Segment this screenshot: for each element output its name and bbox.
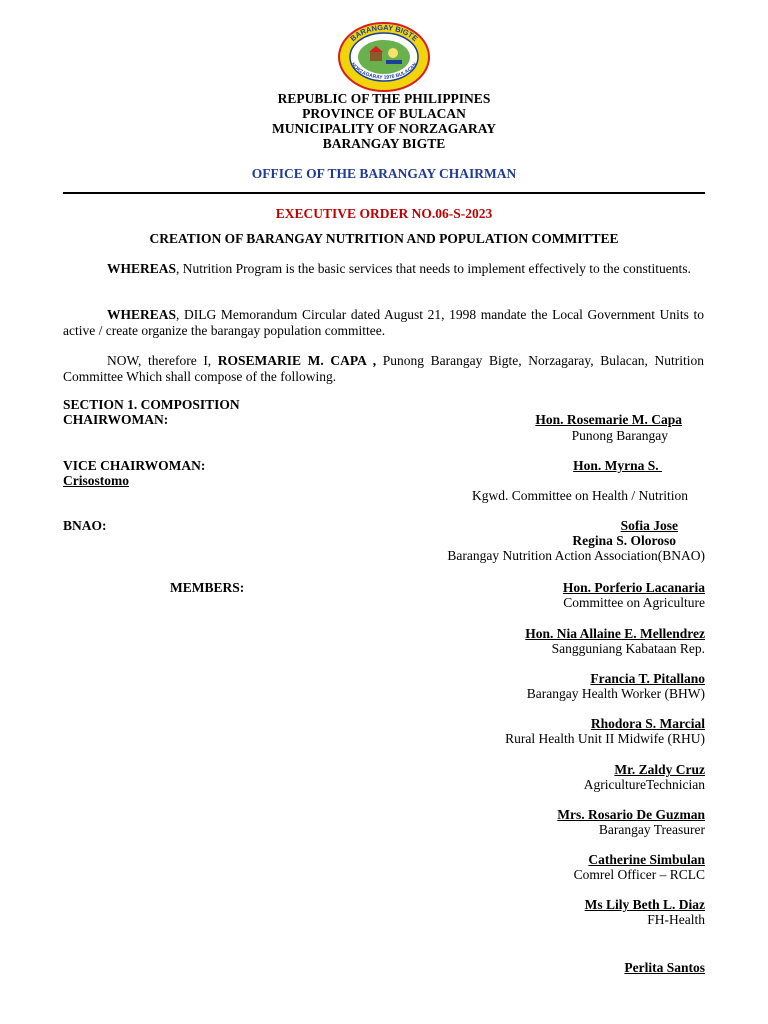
- vice-chairwoman-name-part2: Crisostomo: [63, 473, 129, 488]
- whereas-paragraph-2: [63, 307, 704, 338]
- svg-text:BARANGAY BIGTE: BARANGAY BIGTE: [348, 22, 420, 44]
- member-name: Hon. Nia Allaine E. Mellendrez: [525, 626, 705, 641]
- bnao-label: BNAO:: [63, 518, 107, 533]
- chairwoman-role: Punong Barangay: [571, 428, 668, 443]
- executive-order-title: CREATION OF BARANGAY NUTRITION AND POPULATION COMMITTEE: [149, 231, 619, 246]
- vice-chairwoman-name-part1: Hon. Myrna S.: [573, 458, 662, 473]
- member-name: Catherine Simbulan: [588, 852, 705, 867]
- chairwoman-label: CHAIRWOMAN:: [63, 412, 169, 427]
- vice-chairwoman-role: Kgwd. Committee on Health / Nutrition: [472, 488, 688, 503]
- whereas-paragraph-1: [63, 261, 704, 277]
- whereas-text: , Nutrition Program is the basic services that needs to implement effectively to the constituents.: [176, 261, 691, 276]
- member-name: Rhodora S. Marcial: [590, 716, 705, 731]
- member-role: AgricultureTechnician: [583, 777, 705, 792]
- header-barangay: BARANGAY BIGTE: [322, 136, 446, 151]
- member-role: Barangay Health Worker (BHW): [526, 686, 705, 701]
- barangay-seal-logo: [338, 22, 430, 92]
- member-role: Committee on Agriculture: [563, 595, 705, 610]
- member-role: Comrel Officer – RCLC: [573, 867, 705, 882]
- chairwoman-name: Hon. Rosemarie M. Capa: [535, 412, 682, 427]
- now-therefore-prefix: NOW, therefore I,: [107, 353, 218, 368]
- chairman-name-inline: ROSEMARIE M. CAPA ,: [217, 353, 377, 368]
- now-therefore-text: Punong Barangay Bigte, Norzagaray, Bulacan, Nutrition Committee Which shall compose of the following.: [63, 353, 704, 384]
- member-name: Francia T. Pitallano: [590, 671, 705, 686]
- whereas-keyword: WHEREAS: [107, 307, 177, 322]
- vice-chairwoman-label: VICE CHAIRWOMAN:: [63, 458, 206, 473]
- header-country: REPUBLIC OF THE PHILIPPINES: [277, 91, 491, 106]
- member-role: Rural Health Unit II Midwife (RHU): [505, 731, 705, 746]
- member-name: Perlita Santos: [624, 960, 705, 975]
- member-name: Mr. Zaldy Cruz: [614, 762, 705, 777]
- member-role: FH-Health: [647, 912, 705, 927]
- member-role: Sangguniang Kabataan Rep.: [551, 641, 705, 656]
- bnao-role: Barangay Nutrition Action Association(BNAO): [447, 548, 705, 563]
- header-municipality: MUNICIPALITY OF NORZAGARAY: [271, 121, 496, 136]
- member-name: Hon. Porferio Lacanaria: [562, 580, 705, 595]
- member-name: Ms Lily Beth L. Diaz: [584, 897, 705, 912]
- member-role: Barangay Treasurer: [598, 822, 705, 837]
- section-heading: SECTION 1. COMPOSITION: [63, 397, 240, 412]
- executive-order-number: EXECUTIVE ORDER NO.06-S-2023: [275, 206, 493, 221]
- members-label: MEMBERS:: [170, 580, 245, 595]
- bnao-name-1: Sofia Jose: [620, 518, 678, 533]
- header-divider: [63, 192, 705, 194]
- whereas-keyword: WHEREAS: [107, 261, 177, 276]
- header-province: PROVINCE OF BULACAN: [302, 106, 466, 121]
- bnao-name-2: Regina S. Oloroso: [572, 533, 676, 548]
- whereas-text: , DILG Memorandum Circular dated August 21, 1998 mandate the Local Government Units to active / create organize the barangay population committee.: [63, 307, 704, 338]
- svg-text:NORZAGARAY 1976 BULACAN: NORZAGARAY 1976 BULACAN: [349, 61, 419, 81]
- member-name: Mrs. Rosario De Guzman: [557, 807, 705, 822]
- office-title: OFFICE OF THE BARANGAY CHAIRMAN: [251, 166, 517, 181]
- now-therefore-paragraph: [63, 353, 704, 384]
